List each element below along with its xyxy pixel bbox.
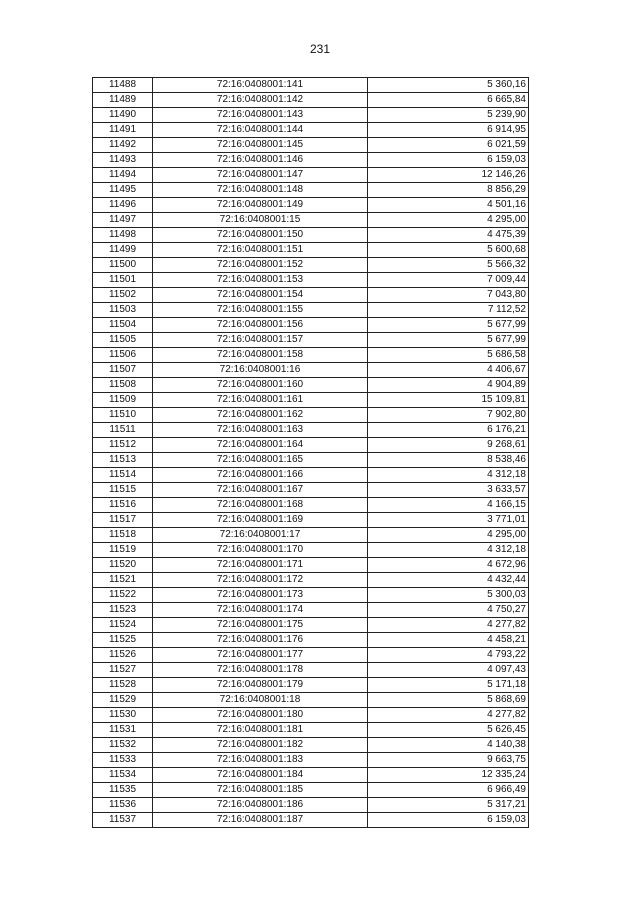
table-row — [93, 798, 529, 813]
cadastral-number-cell: 72:16:0408001:15 — [153, 213, 368, 228]
area-cell: 4 140,38 — [368, 738, 529, 753]
cadastral-number-cell: 72:16:0408001:176 — [153, 633, 368, 648]
row-number-cell: 11492 — [93, 138, 153, 153]
cadastral-number-cell: 72:16:0408001:152 — [153, 258, 368, 273]
table-row — [93, 813, 529, 828]
table-row — [93, 93, 529, 108]
cadastral-number-cell: 72:16:0408001:154 — [153, 288, 368, 303]
table-row — [93, 78, 529, 93]
table-row — [93, 408, 529, 423]
table-row — [93, 573, 529, 588]
row-number-cell: 11506 — [93, 348, 153, 363]
table-row — [93, 243, 529, 258]
cadastral-number-cell: 72:16:0408001:178 — [153, 663, 368, 678]
land-parcel-table — [92, 77, 529, 828]
area-cell: 7 902,80 — [368, 408, 529, 423]
row-number-cell: 11490 — [93, 108, 153, 123]
row-number-cell: 11489 — [93, 93, 153, 108]
cadastral-number-cell: 72:16:0408001:184 — [153, 768, 368, 783]
cadastral-number-cell: 72:16:0408001:164 — [153, 438, 368, 453]
table-row — [93, 333, 529, 348]
row-number-cell: 11493 — [93, 153, 153, 168]
area-cell: 5 360,16 — [368, 78, 529, 93]
cadastral-number-cell: 72:16:0408001:167 — [153, 483, 368, 498]
table-row — [93, 378, 529, 393]
row-number-cell: 11535 — [93, 783, 153, 798]
area-cell: 5 677,99 — [368, 318, 529, 333]
table-row — [93, 528, 529, 543]
row-number-cell: 11512 — [93, 438, 153, 453]
table-row — [93, 783, 529, 798]
row-number-cell: 11491 — [93, 123, 153, 138]
row-number-cell: 11528 — [93, 678, 153, 693]
table-row — [93, 723, 529, 738]
table-row — [93, 753, 529, 768]
area-cell: 4 166,15 — [368, 498, 529, 513]
table-row — [93, 198, 529, 213]
area-cell: 8 856,29 — [368, 183, 529, 198]
table-row — [93, 123, 529, 138]
area-cell: 5 239,90 — [368, 108, 529, 123]
table-row — [93, 168, 529, 183]
cadastral-number-cell: 72:16:0408001:169 — [153, 513, 368, 528]
cadastral-number-cell: 72:16:0408001:147 — [153, 168, 368, 183]
table-row — [93, 228, 529, 243]
cadastral-number-cell: 72:16:0408001:157 — [153, 333, 368, 348]
row-number-cell: 11524 — [93, 618, 153, 633]
table-body — [93, 78, 529, 828]
area-cell: 15 109,81 — [368, 393, 529, 408]
row-number-cell: 11516 — [93, 498, 153, 513]
cadastral-number-cell: 72:16:0408001:163 — [153, 423, 368, 438]
row-number-cell: 11496 — [93, 198, 153, 213]
cadastral-number-cell: 72:16:0408001:160 — [153, 378, 368, 393]
row-number-cell: 11494 — [93, 168, 153, 183]
cadastral-number-cell: 72:16:0408001:151 — [153, 243, 368, 258]
area-cell: 5 317,21 — [368, 798, 529, 813]
row-number-cell: 11531 — [93, 723, 153, 738]
table-row — [93, 738, 529, 753]
row-number-cell: 11515 — [93, 483, 153, 498]
row-number-cell: 11499 — [93, 243, 153, 258]
area-cell: 4 295,00 — [368, 528, 529, 543]
area-cell: 4 312,18 — [368, 468, 529, 483]
area-cell: 4 097,43 — [368, 663, 529, 678]
cadastral-number-cell: 72:16:0408001:170 — [153, 543, 368, 558]
row-number-cell: 11508 — [93, 378, 153, 393]
cadastral-number-cell: 72:16:0408001:156 — [153, 318, 368, 333]
area-cell: 7 043,80 — [368, 288, 529, 303]
row-number-cell: 11500 — [93, 258, 153, 273]
cadastral-number-cell: 72:16:0408001:165 — [153, 453, 368, 468]
area-cell: 6 914,95 — [368, 123, 529, 138]
area-cell: 8 538,46 — [368, 453, 529, 468]
area-cell: 6 159,03 — [368, 153, 529, 168]
row-number-cell: 11532 — [93, 738, 153, 753]
area-cell: 9 663,75 — [368, 753, 529, 768]
cadastral-number-cell: 72:16:0408001:173 — [153, 588, 368, 603]
row-number-cell: 11527 — [93, 663, 153, 678]
cadastral-number-cell: 72:16:0408001:168 — [153, 498, 368, 513]
row-number-cell: 11498 — [93, 228, 153, 243]
cadastral-number-cell: 72:16:0408001:144 — [153, 123, 368, 138]
cadastral-number-cell: 72:16:0408001:16 — [153, 363, 368, 378]
area-cell: 5 626,45 — [368, 723, 529, 738]
table-row — [93, 288, 529, 303]
table-row — [93, 708, 529, 723]
area-cell: 4 672,96 — [368, 558, 529, 573]
row-number-cell: 11523 — [93, 603, 153, 618]
area-cell: 7 009,44 — [368, 273, 529, 288]
cadastral-number-cell: 72:16:0408001:153 — [153, 273, 368, 288]
row-number-cell: 11518 — [93, 528, 153, 543]
area-cell: 6 176,21 — [368, 423, 529, 438]
area-cell: 4 295,00 — [368, 213, 529, 228]
cadastral-number-cell: 72:16:0408001:141 — [153, 78, 368, 93]
page-number: 231 — [309, 42, 331, 56]
row-number-cell: 11509 — [93, 393, 153, 408]
table-row — [93, 618, 529, 633]
table-row — [93, 483, 529, 498]
row-number-cell: 11497 — [93, 213, 153, 228]
cadastral-number-cell: 72:16:0408001:155 — [153, 303, 368, 318]
row-number-cell: 11521 — [93, 573, 153, 588]
table-row — [93, 213, 529, 228]
cadastral-number-cell: 72:16:0408001:172 — [153, 573, 368, 588]
area-cell: 3 633,57 — [368, 483, 529, 498]
area-cell: 4 312,18 — [368, 543, 529, 558]
table-row — [93, 678, 529, 693]
cadastral-number-cell: 72:16:0408001:171 — [153, 558, 368, 573]
cadastral-number-cell: 72:16:0408001:174 — [153, 603, 368, 618]
cadastral-number-cell: 72:16:0408001:179 — [153, 678, 368, 693]
table-row — [93, 543, 529, 558]
table-row — [93, 603, 529, 618]
row-number-cell: 11504 — [93, 318, 153, 333]
table-row — [93, 633, 529, 648]
table-row — [93, 558, 529, 573]
cadastral-number-cell: 72:16:0408001:148 — [153, 183, 368, 198]
area-cell: 6 021,59 — [368, 138, 529, 153]
row-number-cell: 11534 — [93, 768, 153, 783]
area-cell: 5 566,32 — [368, 258, 529, 273]
table-row — [93, 588, 529, 603]
table-row — [93, 318, 529, 333]
row-number-cell: 11533 — [93, 753, 153, 768]
table-row — [93, 183, 529, 198]
table-row — [93, 768, 529, 783]
table-row — [93, 693, 529, 708]
table-row — [93, 513, 529, 528]
cadastral-number-cell: 72:16:0408001:185 — [153, 783, 368, 798]
table-row — [93, 468, 529, 483]
row-number-cell: 11501 — [93, 273, 153, 288]
row-number-cell: 11536 — [93, 798, 153, 813]
table-row — [93, 348, 529, 363]
table-row — [93, 453, 529, 468]
area-cell: 6 966,49 — [368, 783, 529, 798]
area-cell: 4 277,82 — [368, 708, 529, 723]
cadastral-number-cell: 72:16:0408001:161 — [153, 393, 368, 408]
table-row — [93, 273, 529, 288]
cadastral-number-cell: 72:16:0408001:181 — [153, 723, 368, 738]
row-number-cell: 11537 — [93, 813, 153, 828]
area-cell: 4 277,82 — [368, 618, 529, 633]
area-cell: 5 686,58 — [368, 348, 529, 363]
cadastral-number-cell: 72:16:0408001:186 — [153, 798, 368, 813]
row-number-cell: 11519 — [93, 543, 153, 558]
table-row — [93, 438, 529, 453]
area-cell: 9 268,61 — [368, 438, 529, 453]
cadastral-number-cell: 72:16:0408001:187 — [153, 813, 368, 828]
table-row — [93, 423, 529, 438]
table-row — [93, 303, 529, 318]
area-cell: 7 112,52 — [368, 303, 529, 318]
cadastral-number-cell: 72:16:0408001:18 — [153, 693, 368, 708]
table-row — [93, 663, 529, 678]
row-number-cell: 11505 — [93, 333, 153, 348]
row-number-cell: 11526 — [93, 648, 153, 663]
area-cell: 5 300,03 — [368, 588, 529, 603]
area-cell: 4 793,22 — [368, 648, 529, 663]
cadastral-number-cell: 72:16:0408001:145 — [153, 138, 368, 153]
table-row — [93, 258, 529, 273]
row-number-cell: 11513 — [93, 453, 153, 468]
area-cell: 4 750,27 — [368, 603, 529, 618]
cadastral-number-cell: 72:16:0408001:146 — [153, 153, 368, 168]
row-number-cell: 11511 — [93, 423, 153, 438]
area-cell: 4 501,16 — [368, 198, 529, 213]
area-cell: 4 475,39 — [368, 228, 529, 243]
area-cell: 4 904,89 — [368, 378, 529, 393]
row-number-cell: 11522 — [93, 588, 153, 603]
cadastral-number-cell: 72:16:0408001:183 — [153, 753, 368, 768]
cadastral-number-cell: 72:16:0408001:175 — [153, 618, 368, 633]
table-row — [93, 153, 529, 168]
table-row — [93, 138, 529, 153]
table-row — [93, 393, 529, 408]
cadastral-number-cell: 72:16:0408001:17 — [153, 528, 368, 543]
cadastral-number-cell: 72:16:0408001:180 — [153, 708, 368, 723]
area-cell: 5 868,69 — [368, 693, 529, 708]
area-cell: 6 665,84 — [368, 93, 529, 108]
cadastral-number-cell: 72:16:0408001:182 — [153, 738, 368, 753]
table-row — [93, 363, 529, 378]
row-number-cell: 11507 — [93, 363, 153, 378]
cadastral-number-cell: 72:16:0408001:158 — [153, 348, 368, 363]
table-row — [93, 648, 529, 663]
row-number-cell: 11530 — [93, 708, 153, 723]
cadastral-number-cell: 72:16:0408001:177 — [153, 648, 368, 663]
row-number-cell: 11529 — [93, 693, 153, 708]
area-cell: 5 600,68 — [368, 243, 529, 258]
area-cell: 6 159,03 — [368, 813, 529, 828]
table-row — [93, 498, 529, 513]
row-number-cell: 11503 — [93, 303, 153, 318]
row-number-cell: 11495 — [93, 183, 153, 198]
area-cell: 3 771,01 — [368, 513, 529, 528]
row-number-cell: 11488 — [93, 78, 153, 93]
row-number-cell: 11517 — [93, 513, 153, 528]
area-cell: 4 458,21 — [368, 633, 529, 648]
cadastral-number-cell: 72:16:0408001:162 — [153, 408, 368, 423]
table-row — [93, 108, 529, 123]
cadastral-number-cell: 72:16:0408001:142 — [153, 93, 368, 108]
area-cell: 12 335,24 — [368, 768, 529, 783]
row-number-cell: 11510 — [93, 408, 153, 423]
row-number-cell: 11525 — [93, 633, 153, 648]
row-number-cell: 11502 — [93, 288, 153, 303]
area-cell: 4 406,67 — [368, 363, 529, 378]
row-number-cell: 11520 — [93, 558, 153, 573]
area-cell: 5 171,18 — [368, 678, 529, 693]
area-cell: 4 432,44 — [368, 573, 529, 588]
area-cell: 12 146,26 — [368, 168, 529, 183]
row-number-cell: 11514 — [93, 468, 153, 483]
cadastral-number-cell: 72:16:0408001:143 — [153, 108, 368, 123]
cadastral-number-cell: 72:16:0408001:166 — [153, 468, 368, 483]
area-cell: 5 677,99 — [368, 333, 529, 348]
cadastral-number-cell: 72:16:0408001:149 — [153, 198, 368, 213]
cadastral-number-cell: 72:16:0408001:150 — [153, 228, 368, 243]
